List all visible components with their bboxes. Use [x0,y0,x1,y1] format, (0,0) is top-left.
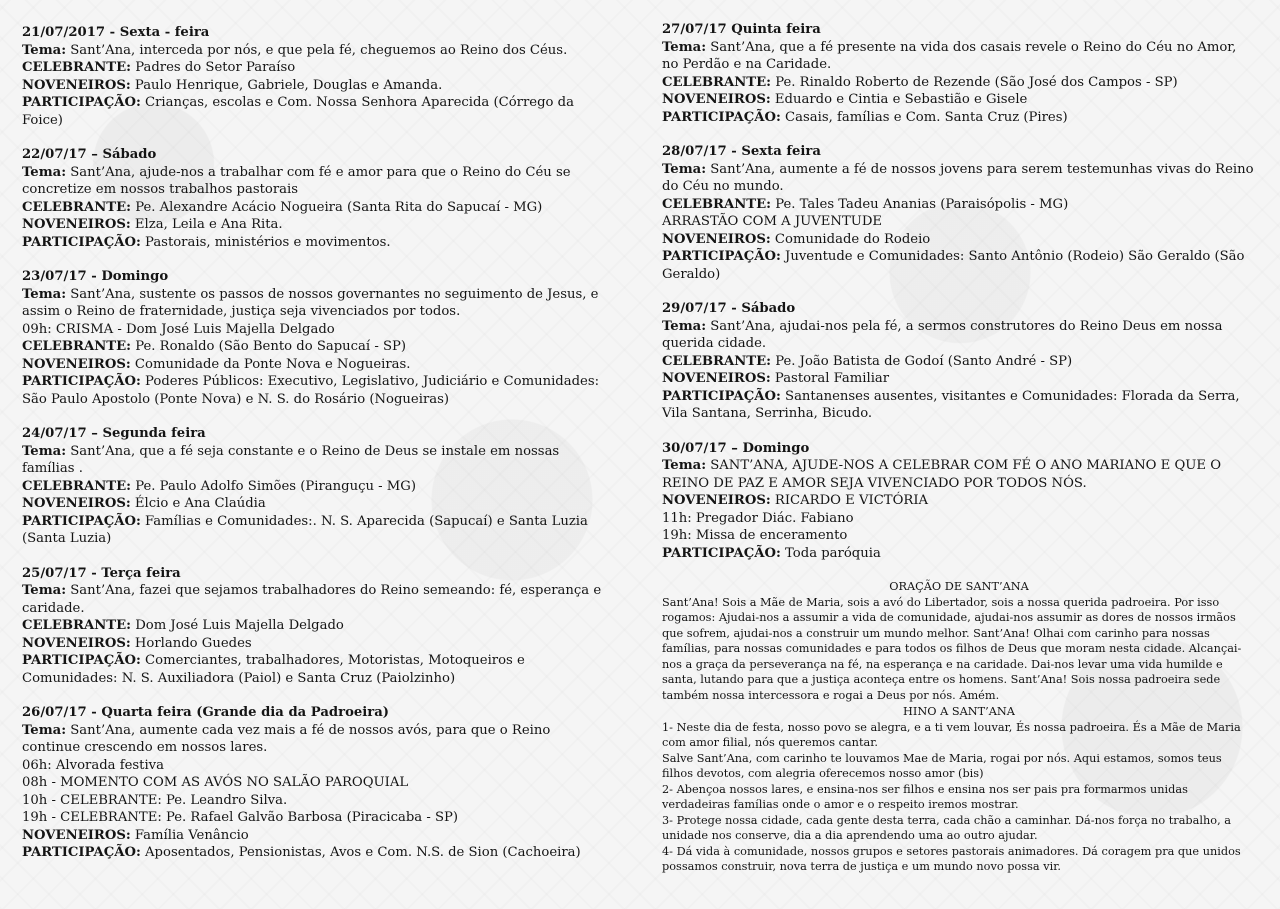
entry-line: CELEBRANTE: Pe. Alexandre Acácio Nogueira (Santa Rita do Sapucaí - MG) [22,199,543,215]
entry-line: CELEBRANTE: Pe. Rinaldo Roberto de Rezende (São José dos Campos - SP) [662,74,1178,90]
entry-line: PARTICIPAÇÃO: Pastorais, ministérios e movimentos. [22,234,391,250]
novena-day-entry [662,21,1256,126]
entry-line: Tema: Sant’Ana, aumente a fé de nossos jovens para serem testemunhas vivas do Reino do Céu no mundo. [662,161,1254,194]
hymn-verse: 2- Abençoa nossos lares, e ensina-nos ser filhos e ensina nos ser pais pra formarmos unidas verdadeiras famílias onde o amor e o respeito iremos mostrar. [662,782,1188,811]
entry-line: Tema: Sant’Ana, que a fé presente na vida dos casais revele o Reino do Céu no Amor, no Perdão e na Caridade. [662,39,1237,72]
entry-line: NOVENEIROS: Comunidade do Rodeio [662,231,931,247]
novena-day-entry [22,565,610,688]
prayer-section [662,579,1256,875]
entry-line: NOVENEIROS: Pastoral Familiar [662,371,890,386]
entry-line: NOVENEIROS: Família Venâncio [22,827,249,843]
entry-line: PARTICIPAÇÃO: Poderes Públicos: Executivo, Legislativo, Judiciário e Comunidades: São Paulo Apostolo (Ponte Nova) e N. S. do Rosário (Nogueiras) [22,374,600,407]
novena-day-entry [22,425,610,548]
entry-line: CELEBRANTE: Dom José Luis Majella Delgado [22,618,344,633]
entry-line: Tema: Sant’Ana, ajudai-nos pela fé, a sermos construtores do Reino Deus em nossa querida cidade. [662,318,1223,351]
novena-day-entry [662,440,1256,563]
hymn-title: HINO A SANT’ANA [903,705,1015,718]
entry-line: 11h: Pregador Diác. Fabiano [662,510,854,526]
entry-line: PARTICIPAÇÃO: Aposentados, Pensionistas, Avos e Com. N.S. de Sion (Cachoeira) [22,845,581,860]
entry-line: 10h - CELEBRANTE: Pe. Leandro Silva. [22,792,288,808]
entry-line: PARTICIPAÇÃO: Crianças, escolas e Com. Nossa Senhora Aparecida (Córrego da Foice) [22,95,574,128]
entry-line: Tema: Sant’Ana, ajude-nos a trabalhar com fé e amor para que o Reino do Céu se concretize em nossos trabalhos pastorais [22,164,571,197]
entry-line: CELEBRANTE: Padres do Setor Paraíso [22,60,296,75]
entry-line: Tema: Sant’Ana, aumente cada vez mais a fé de nossos avós, para que o Reino continue crescendo em nossos lares. [22,722,551,755]
entry-line: Tema: Sant’Ana, que a fé seja constante e o Reino de Deus se instale em nossas famílias . [22,443,560,476]
day-date: 22/07/17 – Sábado [22,147,157,162]
day-date: 30/07/17 – Domingo [662,440,810,456]
entry-line: 09h: CRISMA - Dom José Luis Majella Delgado [22,321,335,337]
entry-line: NOVENEIROS: Comunidade da Ponte Nova e Nogueiras. [22,356,411,372]
entry-line: NOVENEIROS: Horlando Guedes [22,635,252,651]
entry-line: PARTICIPAÇÃO: Toda paróquia [662,545,881,561]
entry-line: NOVENEIROS: Eduardo e Cintia e Sebastião e Gisele [662,92,1028,107]
day-date: 21/07/2017 - Sexta - feira [22,25,210,40]
novena-day-entry [22,24,610,129]
entry-line: CELEBRANTE: Pe. Ronaldo (São Bento do Sapucaí - SP) [22,339,407,354]
entry-line: NOVENEIROS: Élcio e Ana Claúdia [22,496,266,511]
entry-line: ARRASTÃO COM A JUVENTUDE [662,214,883,229]
hymn-verse: 3- Protege nossa cidade, cada gente desta terra, cada chão a caminhar. Dá-nos força no trabalho, a unidade nos conserve, dia a dia aprendendo uma ao outro ajudar. [662,813,1232,842]
entry-line: NOVENEIROS: Elza, Leila e Ana Rita. [22,217,283,232]
entry-line: 08h - MOMENTO COM AS AVÓS NO SALÃO PAROQUIAL [22,775,409,790]
novena-day-entry [22,268,610,408]
novena-day-entry [22,704,610,862]
entry-line: 19h - CELEBRANTE: Pe. Rafael Galvão Barbosa (Piracicaba - SP) [22,810,459,825]
novena-day-entry [662,143,1256,283]
entry-line: NOVENEIROS: Paulo Henrique, Gabriele, Douglas e Amanda. [22,77,443,93]
right-column [662,21,1256,875]
entry-line: Tema: Sant’Ana, interceda por nós, e que pela fé, cheguemos ao Reino dos Céus. [22,42,568,58]
entry-line: PARTICIPAÇÃO: Famílias e Comunidades:. N. S. Aparecida (Sapucaí) e Santa Luzia (Santa Luzia) [22,513,588,546]
entry-line: Tema: Sant’Ana, fazei que sejamos trabalhadores do Reino semeando: fé, esperança e caridade. [22,583,602,616]
hymn-verse: 4- Dá vida à comunidade, nossos grupos e setores pastorais animadores. Dá coragem pra que unidos possamos construir, nova terra de justiça e um mundo novo possa vir. [662,844,1241,873]
novena-day-entry [22,146,610,251]
hymn-verse: 1- Neste dia de festa, nosso povo se alegra, e a ti vem louvar, És nossa padroeira. És a Mãe de Maria com amor filial, nós queremos cantar. [662,720,1241,749]
entry-line: 19h: Missa de enceramento [662,528,848,543]
entry-line: CELEBRANTE: Pe. Tales Tadeu Ananias (Paraisópolis - MG) [662,196,1069,212]
entry-line: NOVENEIROS: RICARDO E VICTÓRIA [662,493,929,508]
entry-line: PARTICIPAÇÃO: Casais, famílias e Com. Santa Cruz (Pires) [662,109,1068,125]
entry-line: CELEBRANTE: Pe. Paulo Adolfo Simões (Piranguçu - MG) [22,478,416,494]
entry-line: Tema: SANT’ANA, AJUDE-NOS A CELEBRAR COM FÉ O ANO MARIANO E QUE O REINO DE PAZ E AMOR SEJA VIVENCIADO POR TODOS NÓS. [662,458,1222,491]
novena-day-entry [662,300,1256,423]
entry-line: 06h: Alvorada festiva [22,757,164,773]
day-date: 23/07/17 - Domingo [22,269,169,284]
prayer-title: ORAÇÃO DE SANT’ANA [889,580,1029,593]
entry-line: PARTICIPAÇÃO: Santanenses ausentes, visitantes e Comunidades: Florada da Serra, Vila Santana, Serrinha, Bicudo. [662,388,1240,421]
day-date: 25/07/17 - Terça feira [22,565,181,581]
prayer-text: Sant’Ana! Sois a Mãe de Maria, sois a avó do Libertador, sois a nossa querida padroeira. Por isso rogamos: Ajudai-nos a assumir a vida de comunidade, ajudai-nos assumir as dores de nossos irmãos que sofrem, ajudai-nos a construir um mundo melhor. Sant’Ana! Olhai com carinho para nossas famílias, para nossas comunidades e para todos os filhos de Deus que moram nesta cidade. Alcançai-nos a graça da perseverança na fé, na esperança e na caridade. Dai-nos levar uma vida humilde e santa, lutando para que a justiça aconteça entre os homens. Sant’Ana! Sois nossa padroeira sede também nossa intercessora e rogai a Deus por nós. Amém. [662,595,1242,702]
entry-line: PARTICIPAÇÃO: Juventude e Comunidades: Santo Antônio (Rodeio) São Geraldo (São Geraldo) [662,249,1245,282]
left-column [22,24,610,879]
day-date: 24/07/17 – Segunda feira [22,426,206,441]
day-date: 26/07/17 - Quarta feira (Grande dia da Padroeira) [22,705,390,720]
hymn-chorus: Salve Sant’Ana, com carinho te louvamos Mae de Maria, rogai por nós. Aqui estamos, somos teus filhos devotos, com alegria oferecemos nosso amor (bis) [662,751,1222,780]
entry-line: CELEBRANTE: Pe. João Batista de Godoí (Santo André - SP) [662,353,1073,369]
day-date: 29/07/17 - Sábado [662,301,796,316]
entry-line: Tema: Sant’Ana, sustente os passos de nossos governantes no seguimento de Jesus, e assim o Reino de fraternidade, justiça seja vivenciados por todos. [22,286,599,319]
day-date: 27/07/17 Quinta feira [662,22,821,37]
day-date: 28/07/17 - Sexta feira [662,144,821,159]
entry-line: PARTICIPAÇÃO: Comerciantes, trabalhadores, Motoristas, Motoqueiros e Comunidades: N. S. Auxiliadora (Paiol) e Santa Cruz (Paiolzinho) [22,653,525,686]
